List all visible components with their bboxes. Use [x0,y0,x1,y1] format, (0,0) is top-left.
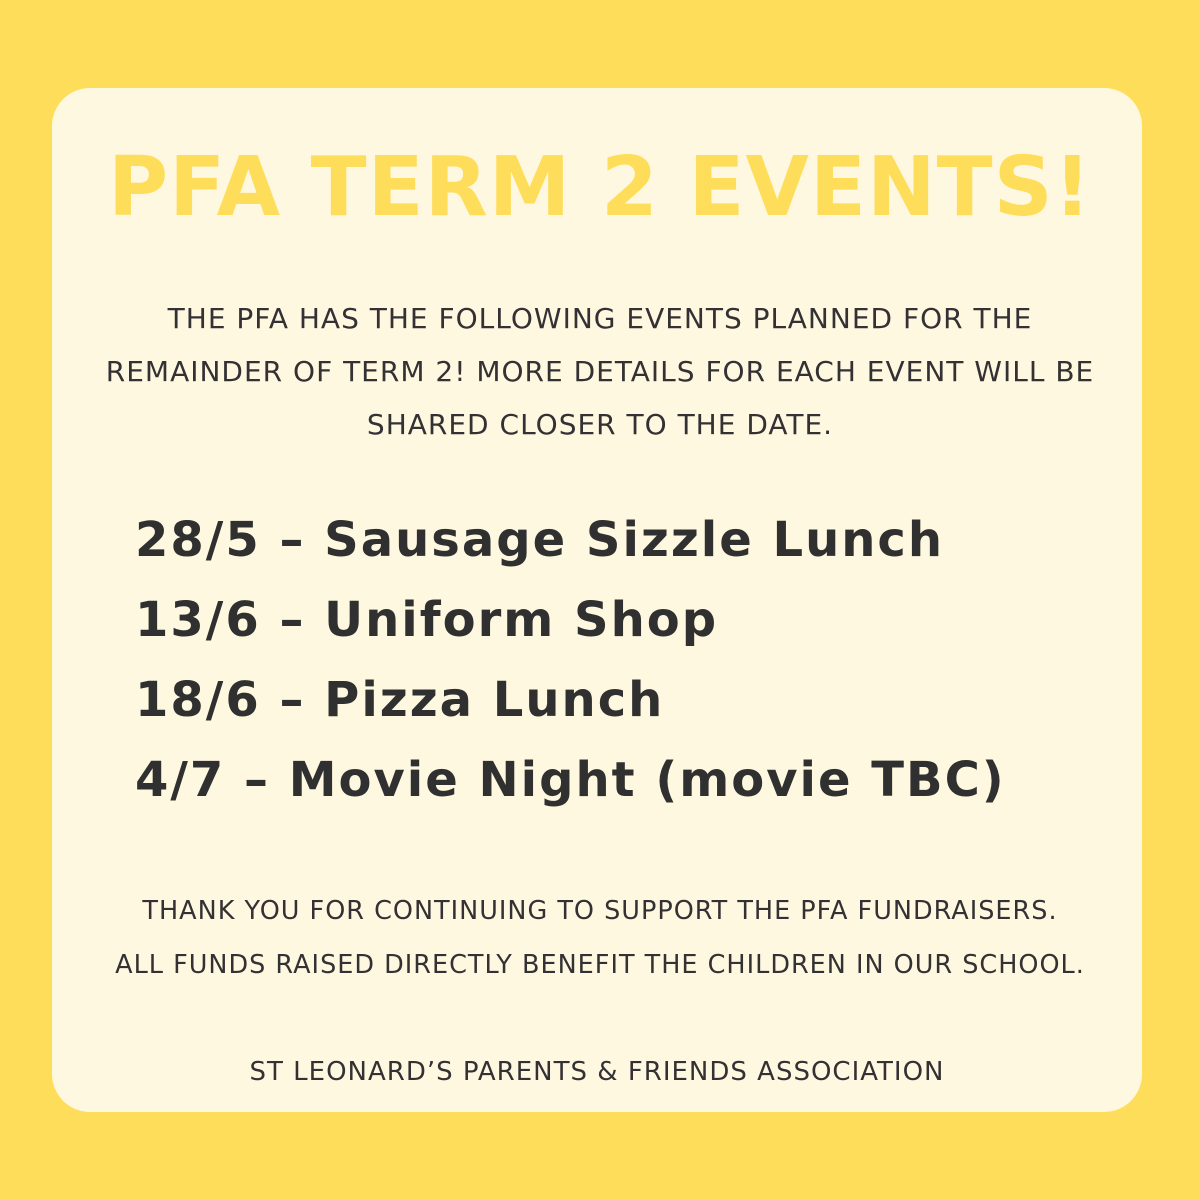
intro-text [80,292,1120,451]
page-title: PFA TERM 2 EVENTS! [107,140,1093,235]
intro-line: THE PFA HAS THE FOLLOWING EVENTS PLANNED FOR THE [167,302,1033,335]
thanks-line: ALL FUNDS RAISED DIRECTLY BENEFIT THE CHILDREN IN OUR SCHOOL. [115,950,1085,980]
intro-line: SHARED CLOSER TO THE DATE. [366,408,834,441]
event-item: 28/5 – Sausage Sizzle Lunch [135,512,945,568]
thank-you-text [40,884,1160,992]
event-item: 13/6 – Uniform Shop [135,592,719,648]
intro-line: REMAINDER OF TERM 2! MORE DETAILS FOR EACH EVENT WILL BE [105,355,1095,388]
thanks-line: THANK YOU FOR CONTINUING TO SUPPORT THE PFA FUNDRAISERS. [142,896,1058,926]
association-name: ST LEONARD’S PARENTS & FRIENDS ASSOCIATION [249,1057,945,1087]
event-item: 4/7 – Movie Night (movie TBC) [135,752,1006,808]
event-item: 18/6 – Pizza Lunch [135,672,665,728]
event-list [135,500,1095,820]
